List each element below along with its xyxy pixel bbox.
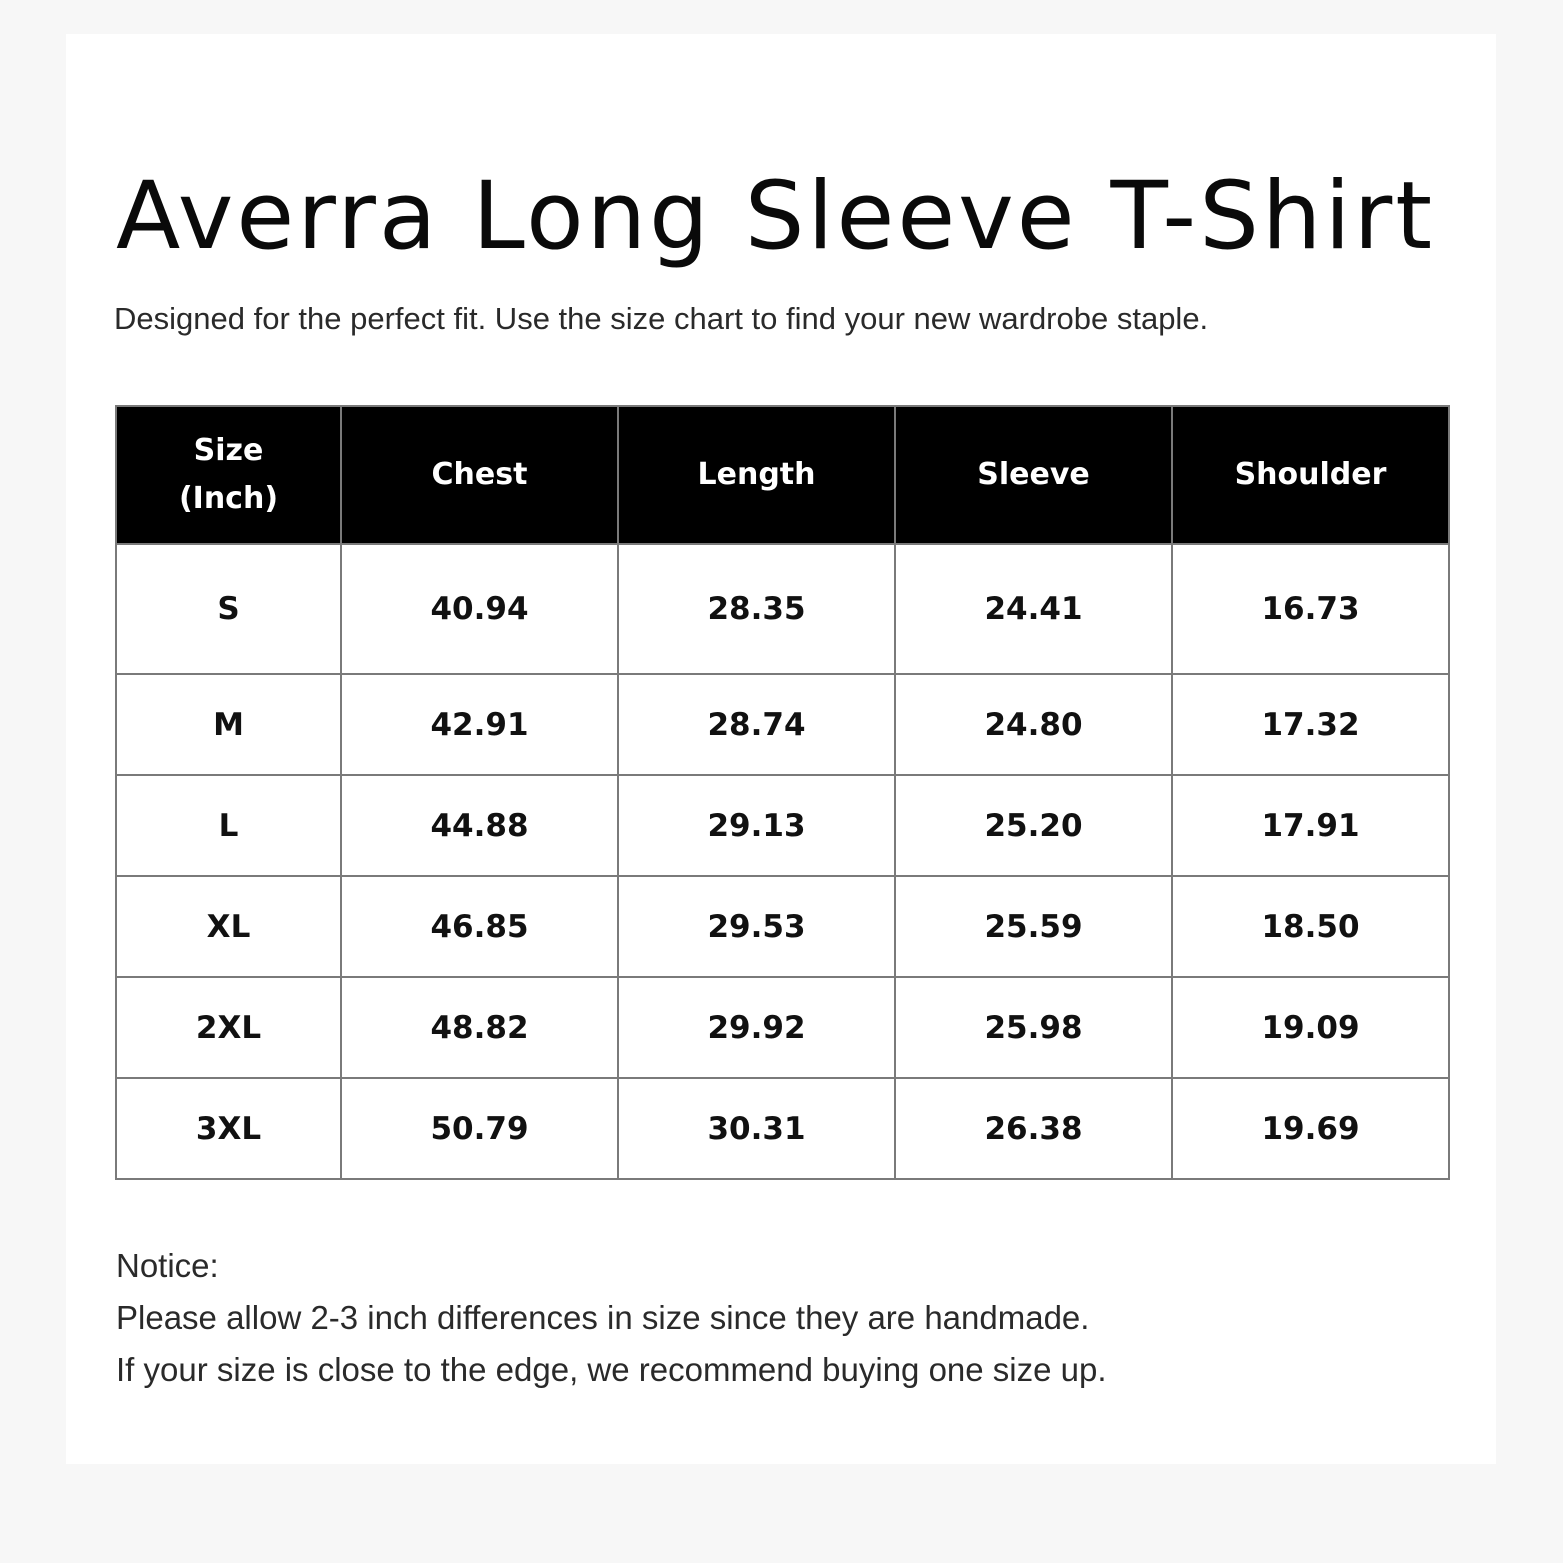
cell-size: M bbox=[116, 674, 341, 775]
table-row bbox=[116, 674, 1449, 775]
table-row bbox=[116, 1078, 1449, 1179]
cell-length: 29.53 bbox=[618, 876, 895, 977]
page-subtitle: Designed for the perfect fit. Use the size chart to find your new wardrobe staple. bbox=[114, 301, 1209, 336]
cell-chest: 48.82 bbox=[341, 977, 618, 1078]
notice-heading: Notice: bbox=[116, 1247, 219, 1284]
cell-chest: 44.88 bbox=[341, 775, 618, 876]
notice-section bbox=[116, 1240, 1107, 1396]
page-title: Averra Long Sleeve T-Shirt bbox=[116, 162, 1436, 271]
header-row bbox=[116, 406, 1449, 544]
cell-sleeve: 25.59 bbox=[895, 876, 1172, 977]
table-row bbox=[116, 876, 1449, 977]
notice-line-2: If your size is close to the edge, we recommend buying one size up. bbox=[116, 1351, 1107, 1388]
cell-shoulder: 16.73 bbox=[1172, 544, 1449, 674]
cell-size: 3XL bbox=[116, 1078, 341, 1179]
cell-shoulder: 17.91 bbox=[1172, 775, 1449, 876]
size-chart-table bbox=[115, 405, 1450, 1180]
cell-shoulder: 19.69 bbox=[1172, 1078, 1449, 1179]
table-row bbox=[116, 977, 1449, 1078]
cell-size: L bbox=[116, 775, 341, 876]
header-size-line1: Size bbox=[193, 433, 264, 468]
header-sleeve: Sleeve bbox=[895, 406, 1172, 544]
cell-chest: 42.91 bbox=[341, 674, 618, 775]
cell-sleeve: 25.98 bbox=[895, 977, 1172, 1078]
header-chest: Chest bbox=[341, 406, 618, 544]
cell-length: 28.74 bbox=[618, 674, 895, 775]
header-size-line2: (Inch) bbox=[178, 481, 279, 516]
cell-size: S bbox=[116, 544, 341, 674]
cell-sleeve: 24.41 bbox=[895, 544, 1172, 674]
table-row bbox=[116, 544, 1449, 674]
header-length: Length bbox=[618, 406, 895, 544]
cell-chest: 46.85 bbox=[341, 876, 618, 977]
cell-size: 2XL bbox=[116, 977, 341, 1078]
cell-length: 29.92 bbox=[618, 977, 895, 1078]
cell-sleeve: 26.38 bbox=[895, 1078, 1172, 1179]
cell-sleeve: 24.80 bbox=[895, 674, 1172, 775]
table-body bbox=[116, 544, 1449, 1179]
cell-size: XL bbox=[116, 876, 341, 977]
cell-length: 30.31 bbox=[618, 1078, 895, 1179]
cell-shoulder: 19.09 bbox=[1172, 977, 1449, 1078]
cell-length: 28.35 bbox=[618, 544, 895, 674]
cell-shoulder: 17.32 bbox=[1172, 674, 1449, 775]
cell-length: 29.13 bbox=[618, 775, 895, 876]
cell-chest: 50.79 bbox=[341, 1078, 618, 1179]
header-size bbox=[116, 406, 341, 544]
cell-shoulder: 18.50 bbox=[1172, 876, 1449, 977]
table-row bbox=[116, 775, 1449, 876]
cell-chest: 40.94 bbox=[341, 544, 618, 674]
cell-sleeve: 25.20 bbox=[895, 775, 1172, 876]
notice-line-1: Please allow 2-3 inch differences in size since they are handmade. bbox=[116, 1299, 1090, 1336]
table-header bbox=[116, 406, 1449, 544]
header-shoulder: Shoulder bbox=[1172, 406, 1449, 544]
